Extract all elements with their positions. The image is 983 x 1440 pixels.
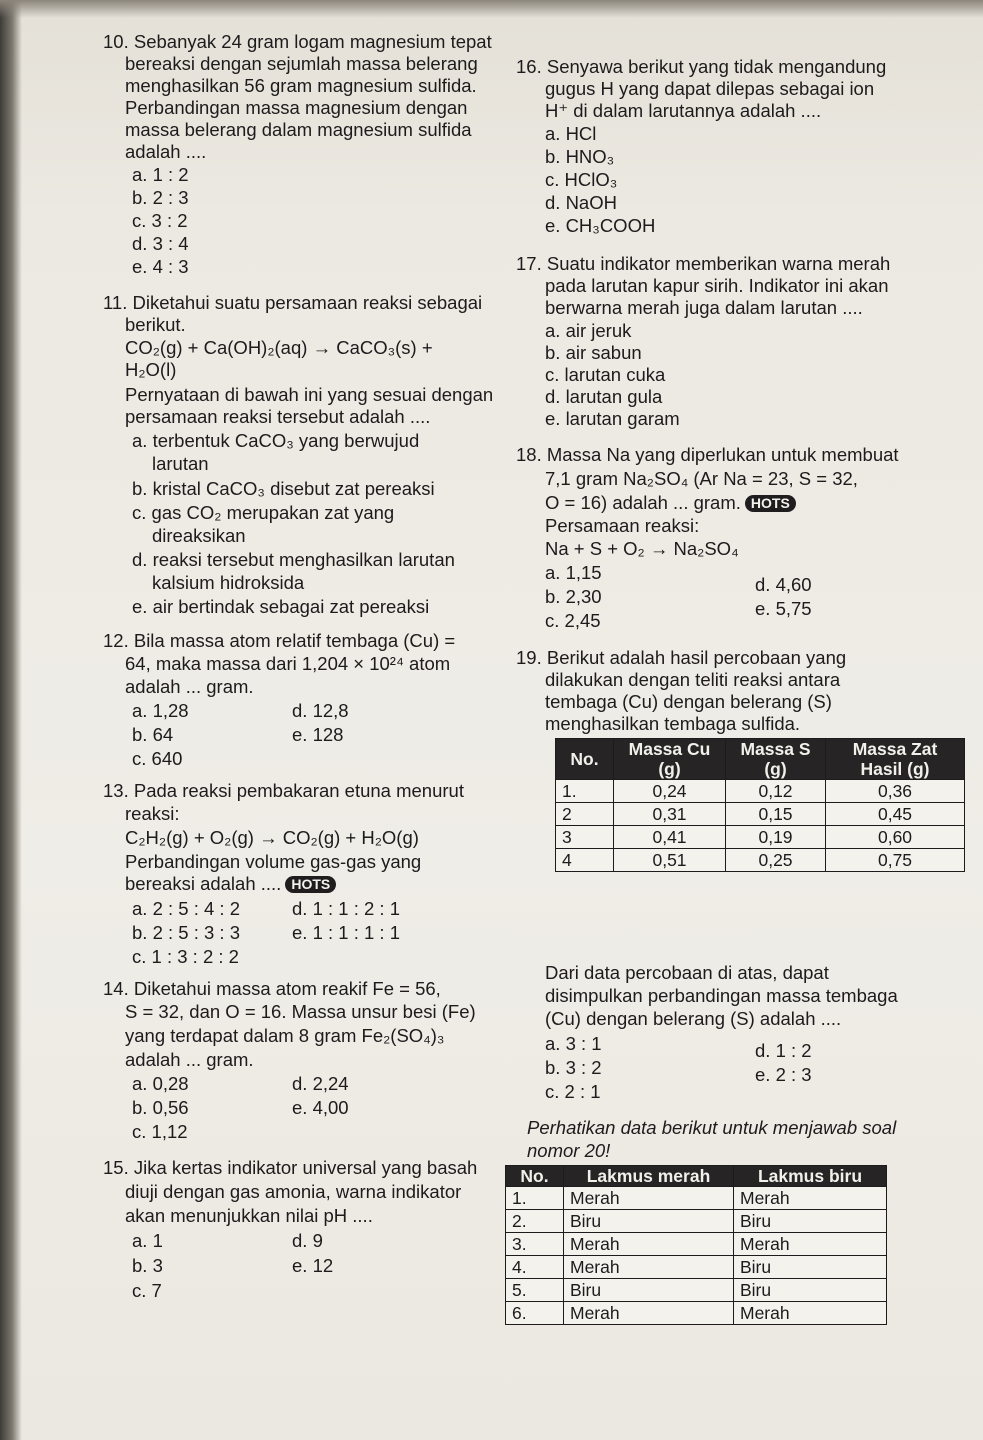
q11-option-a-cont: larutan — [152, 453, 209, 474]
table-row — [556, 849, 965, 872]
table-cell: 0,25 — [726, 849, 826, 872]
table-cell: 5. — [506, 1279, 564, 1302]
table-cell: Merah — [734, 1233, 887, 1256]
table-header-cell: Massa S (g) — [726, 739, 826, 780]
table-row — [506, 1279, 887, 1302]
q11-option-b: b. kristal CaCO₃ disebut zat pereaksi — [132, 478, 435, 499]
table-cell: 0,15 — [726, 803, 826, 826]
table-cell: 2 — [556, 803, 614, 826]
q11-option-e: e. air bertindak sebagai zat pereaksi — [132, 596, 430, 617]
q19-prompt-line: disimpulkan perbandingan massa tembaga — [545, 985, 898, 1006]
q10-option-b: b. 2 : 3 — [132, 187, 189, 208]
q11-option-c: c. gas CO₂ merupakan zat yang — [132, 502, 395, 523]
q13-prompt-line: Perbandingan volume gas-gas yang — [125, 851, 422, 872]
q17-option-c: c. larutan cuka — [545, 364, 666, 385]
q19-prompt-line: Dari data percobaan di atas, dapat — [545, 962, 829, 983]
q16-option-b: b. HNO₃ — [545, 146, 615, 167]
q17-option-e: e. larutan garam — [545, 408, 680, 429]
q16-option-a: a. HCl — [545, 123, 597, 144]
q19-stem-line: tembaga (Cu) dengan belerang (S) — [545, 691, 832, 712]
q12-stem-line: 12. Bila massa atom relatif tembaga (Cu) = — [103, 630, 456, 651]
q14-option-b: b. 0,56 — [132, 1097, 189, 1118]
table-cell: 0,51 — [614, 849, 726, 872]
q15-stem-line: 15. Jika kertas indikator universal yang basah — [103, 1157, 478, 1178]
hots-badge: HOTS — [745, 495, 796, 512]
q12-option-b: b. 64 — [132, 724, 174, 745]
table-cell: Biru — [564, 1279, 734, 1302]
table-header-row — [556, 739, 965, 780]
q19-option-b: b. 3 : 2 — [545, 1057, 602, 1078]
q10-stem-line: Perbandingan massa magnesium dengan — [125, 97, 468, 118]
q15-option-c: c. 7 — [132, 1280, 162, 1301]
q12-stem-line: adalah ... gram. — [125, 676, 254, 697]
q18-stem-line: 7,1 gram Na₂SO₄ (Ar Na = 23, S = 32, — [545, 468, 858, 489]
table-header-cell: Massa Zat Hasil (g) — [826, 739, 965, 780]
q15-option-d: d. 9 — [292, 1230, 323, 1251]
q13-prompt-text: bereaksi adalah .... — [125, 873, 282, 894]
q19-prompt-line: (Cu) dengan belerang (S) adalah .... — [545, 1008, 842, 1029]
q16-stem-line: gugus H yang dapat dilepas sebagai ion — [545, 78, 875, 99]
table-cell: Merah — [564, 1187, 734, 1210]
q19-data-table — [555, 738, 965, 872]
table-cell: 0,36 — [826, 780, 965, 803]
q11-prompt-line: Pernyataan di bawah ini yang sesuai dengan — [125, 384, 494, 405]
q11-equation-line2: H₂O(l) — [125, 359, 177, 380]
q19-option-e: e. 2 : 3 — [755, 1064, 812, 1085]
table-cell: Biru — [734, 1256, 887, 1279]
table-cell: 1. — [556, 780, 614, 803]
table-cell: Merah — [564, 1302, 734, 1325]
table-cell: 3. — [506, 1233, 564, 1256]
q17-stem-line: pada larutan kapur sirih. Indikator ini akan — [545, 275, 889, 296]
table-cell: Merah — [564, 1256, 734, 1279]
q10-option-c: c. 3 : 2 — [132, 210, 188, 231]
q19-stem-line: dilakukan dengan teliti reaksi antara — [545, 669, 841, 690]
q11-equation-line1: CO₂(g) + Ca(OH)₂(aq) → CaCO₃(s) + — [125, 337, 433, 358]
q19-option-d: d. 1 : 2 — [755, 1040, 812, 1061]
q19-stem-line: menghasilkan tembaga sulfida. — [545, 713, 801, 734]
hots-badge: HOTS — [285, 876, 336, 893]
q10-stem-line: 10. Sebanyak 24 gram logam magnesium tepat — [103, 31, 492, 52]
table-cell: 4 — [556, 849, 614, 872]
q15-option-e: e. 12 — [292, 1255, 334, 1276]
q15-stem-line: diuji dengan gas amonia, warna indikator — [125, 1181, 462, 1202]
table-cell: 1. — [506, 1187, 564, 1210]
q20-intro-line: Perhatikan data berikut untuk menjawab soal — [527, 1117, 897, 1138]
q10-stem-line: menghasilkan 56 gram magnesium sulfida. — [125, 75, 477, 96]
q14-stem-line: 14. Diketahui massa atom reakif Fe = 56, — [103, 978, 441, 999]
q14-stem-line: S = 32, dan O = 16. Massa unsur besi (Fe) — [125, 1001, 476, 1022]
q16-option-c: c. HClO₃ — [545, 169, 618, 190]
q16-stem-line: 16. Senyawa berikut yang tidak mengandung — [516, 56, 887, 77]
q20-litmus-table — [505, 1165, 887, 1325]
q10-option-e: e. 4 : 3 — [132, 256, 189, 277]
q12-option-a: a. 1,28 — [132, 700, 189, 721]
q13-option-a: a. 2 : 5 : 4 : 2 — [132, 898, 240, 919]
right-column — [505, 0, 983, 1440]
table-row — [556, 826, 965, 849]
q14-stem-line: adalah ... gram. — [125, 1049, 254, 1070]
q11-option-c-cont: direaksikan — [152, 525, 246, 546]
q10-option-a: a. 1 : 2 — [132, 164, 189, 185]
q16-option-d: d. NaOH — [545, 192, 617, 213]
q14-option-c: c. 1,12 — [132, 1121, 188, 1142]
q10-stem-line: massa belerang dalam magnesium sulfida — [125, 119, 472, 140]
q17-option-a: a. air jeruk — [545, 320, 632, 341]
q12-option-c: c. 640 — [132, 748, 183, 769]
q14-option-a: a. 0,28 — [132, 1073, 189, 1094]
table-cell: Merah — [734, 1187, 887, 1210]
q18-option-c: c. 2,45 — [545, 610, 601, 631]
q19-stem-line: 19. Berikut adalah hasil percobaan yang — [516, 647, 847, 668]
q18-equation: Na + S + O₂ → Na₂SO₄ — [545, 538, 739, 559]
q10-stem-line: adalah .... — [125, 141, 207, 162]
q15-stem-line: akan menunjukkan nilai pH .... — [125, 1205, 373, 1226]
q11-option-a: a. terbentuk CaCO₃ yang berwujud — [132, 430, 420, 451]
q11-option-d-cont: kalsium hidroksida — [152, 572, 305, 593]
q13-equation: C₂H₂(g) + O₂(g) → CO₂(g) + H₂O(g) — [125, 827, 419, 848]
q14-stem-line: yang terdapat dalam 8 gram Fe₂(SO₄)₃ — [125, 1025, 445, 1046]
table-cell: 6. — [506, 1302, 564, 1325]
q10-option-d: d. 3 : 4 — [132, 233, 189, 254]
table-cell: 0,31 — [614, 803, 726, 826]
q11-option-d: d. reaksi tersebut menghasilkan larutan — [132, 549, 455, 570]
q18-option-b: b. 2,30 — [545, 586, 602, 607]
q16-option-e: e. CH₃COOH — [545, 215, 656, 236]
q17-option-d: d. larutan gula — [545, 386, 663, 407]
q11-stem-line: 11. Diketahui suatu persamaan reaksi sebagai — [103, 292, 483, 313]
table-row — [506, 1302, 887, 1325]
table-row — [506, 1187, 887, 1210]
table-cell: Biru — [734, 1279, 887, 1302]
table-cell: Biru — [734, 1210, 887, 1233]
q13-option-b: b. 2 : 5 : 3 : 3 — [132, 922, 240, 943]
table-cell: Merah — [564, 1233, 734, 1256]
table-header-cell: Lakmus biru — [734, 1166, 887, 1187]
table-header-cell: Massa Cu (g) — [614, 739, 726, 780]
q19-option-a: a. 3 : 1 — [545, 1033, 602, 1054]
table-cell: 0,41 — [614, 826, 726, 849]
table-cell: 0,60 — [826, 826, 965, 849]
q20-intro-line: nomor 20! — [527, 1140, 611, 1161]
q15-option-b: b. 3 — [132, 1255, 163, 1276]
table-header-cell: No. — [556, 739, 614, 780]
q17-option-b: b. air sabun — [545, 342, 642, 363]
q18-stem-line: 18. Massa Na yang diperlukan untuk membuat — [516, 444, 899, 465]
table-row — [506, 1210, 887, 1233]
q13-prompt-line — [125, 873, 336, 895]
q13-option-d: d. 1 : 1 : 2 : 1 — [292, 898, 400, 919]
table-cell: 0,45 — [826, 803, 965, 826]
q10-stem-line: bereaksi dengan sejumlah massa belerang — [125, 53, 478, 74]
table-cell: 0,12 — [726, 780, 826, 803]
q11-stem-line: berikut. — [125, 314, 186, 335]
q12-option-e: e. 128 — [292, 724, 344, 745]
table-header-cell: No. — [506, 1166, 564, 1187]
table-cell: Biru — [564, 1210, 734, 1233]
q18-option-e: e. 5,75 — [755, 598, 812, 619]
table-row — [506, 1233, 887, 1256]
q18-option-d: d. 4,60 — [755, 574, 812, 595]
q15-option-a: a. 1 — [132, 1230, 163, 1251]
q18-stem-line — [545, 492, 796, 514]
table-row — [506, 1256, 887, 1279]
q13-stem-line: reaksi: — [125, 803, 180, 824]
table-cell: 0,75 — [826, 849, 965, 872]
q18-equation-label: Persamaan reaksi: — [545, 515, 700, 536]
q13-option-c: c. 1 : 3 : 2 : 2 — [132, 946, 239, 967]
q17-stem-line: 17. Suatu indikator memberikan warna merah — [516, 253, 891, 274]
table-cell: 3 — [556, 826, 614, 849]
q14-option-e: e. 4,00 — [292, 1097, 349, 1118]
q16-stem-line: H⁺ di dalam larutannya adalah .... — [545, 100, 822, 121]
q13-stem-line: 13. Pada reaksi pembakaran etuna menurut — [103, 780, 464, 801]
q12-stem-line: 64, maka massa dari 1,204 × 10²⁴ atom — [125, 653, 451, 674]
table-header-cell: Lakmus merah — [564, 1166, 734, 1187]
table-cell: 0,19 — [726, 826, 826, 849]
q18-option-a: a. 1,15 — [545, 562, 602, 583]
table-cell: Merah — [734, 1302, 887, 1325]
q19-option-c: c. 2 : 1 — [545, 1081, 601, 1102]
q12-option-d: d. 12,8 — [292, 700, 349, 721]
table-row — [556, 780, 965, 803]
table-cell: 0,24 — [614, 780, 726, 803]
table-cell: 4. — [506, 1256, 564, 1279]
table-row — [556, 803, 965, 826]
q13-option-e: e. 1 : 1 : 1 : 1 — [292, 922, 400, 943]
q17-stem-line: berwarna merah juga dalam larutan .... — [545, 297, 863, 318]
q11-prompt-line: persamaan reaksi tersebut adalah .... — [125, 406, 431, 427]
q14-option-d: d. 2,24 — [292, 1073, 349, 1094]
table-cell: 2. — [506, 1210, 564, 1233]
q18-stem-text: O = 16) adalah ... gram. — [545, 492, 741, 513]
table-header-row — [506, 1166, 887, 1187]
